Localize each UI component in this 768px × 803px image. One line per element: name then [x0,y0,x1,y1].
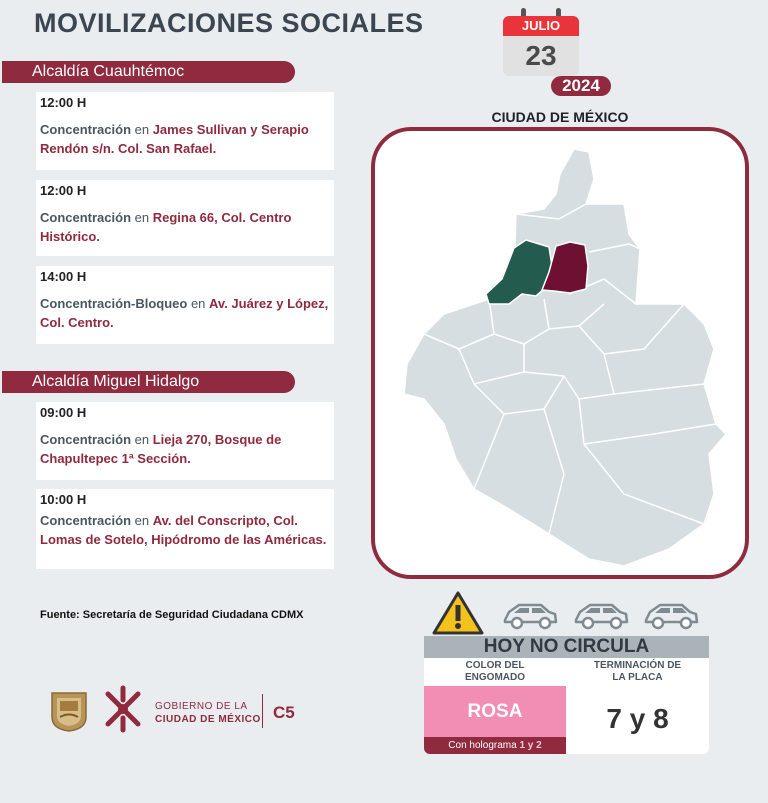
event-place: Regina 66, Col. Centro Histórico. [40,210,292,244]
event-time: 12:00 H [40,95,87,110]
hoy-no-circula-columns [424,658,709,686]
event-time: 12:00 H [40,183,87,198]
event-connector: en [131,513,153,528]
event-description [40,511,330,549]
hologram-value: 1 y 2 [519,740,542,751]
year-badge: 2024 [551,76,611,96]
footer-divider [262,694,263,728]
event-connector: en [131,432,153,447]
event-place: Av. Juárez y López, Col. Centro. [40,296,329,330]
map-frame [371,127,749,579]
event-description [40,208,330,246]
page-title: MOVILIZACIONES SOCIALES [34,8,424,38]
car-icon [572,600,630,630]
gov-line1: GOBIERNO DE LA [155,701,248,712]
event-kind: Concentración [40,122,132,137]
calendar-month: JULIO [503,16,579,36]
cdmx-knot-logo [100,684,146,734]
calendar-icon [503,8,579,76]
map-region-base [404,149,726,566]
cdmx-shield-logo [50,689,88,732]
engomado-color: ROSA [424,686,566,737]
placa-label: TERMINACIÓN DE LA PLACA [593,660,682,683]
car-icon [642,600,700,630]
event-description [40,430,330,468]
event-place: Lieja 270, Bosque de Chapultepec 1ª Sección. [40,432,282,466]
section-header-cuauhtemoc: Alcaldía Cuauhtémoc [2,61,295,83]
event-place: James Sullivan y Serapio Rendón s/n. Col. San Rafael. [40,122,309,156]
event-card [36,266,334,344]
section-header-miguel-hidalgo: Alcaldía Miguel Hidalgo [2,371,295,393]
event-kind: Concentración [40,432,132,447]
gov-line2: CIUDAD DE MÉXICO [155,714,261,725]
event-time: 14:00 H [40,269,87,284]
warning-icon [431,590,485,636]
event-card [36,92,334,170]
event-description [40,120,330,158]
calendar-day: 23 [503,36,579,76]
event-connector: en [131,210,153,225]
event-kind: Concentración [40,210,132,225]
map-label: CIUDAD DE MÉXICO [491,109,629,125]
hologram-note [424,737,566,754]
plate-endings: 7 y 8 [566,686,709,754]
event-connector: en [187,296,210,311]
event-card [36,489,334,569]
agency-logo-text: C5 [273,703,295,722]
event-time: 10:00 H [40,492,87,507]
event-card [36,402,334,480]
hologram-prefix: Con holograma [448,740,520,751]
cdmx-map [375,131,745,575]
event-place: Av. del Conscripto, Col. Lomas de Sotelo, Hipódromo de las Américas. [40,513,327,547]
event-kind: Concentración [40,513,132,528]
event-description [40,294,330,332]
source-note: Fuente: Secretaría de Seguridad Ciudadana CDMX [40,609,304,621]
event-card [36,180,334,256]
engomado-label: COLOR DEL ENGOMADO [465,660,525,683]
event-connector: en [131,122,153,137]
car-icon [501,600,559,630]
gov-name [155,700,261,726]
hoy-no-circula-title: HOY NO CIRCULA [424,636,709,658]
event-time: 09:00 H [40,405,87,420]
event-kind: Concentración-Bloqueo [40,296,188,311]
